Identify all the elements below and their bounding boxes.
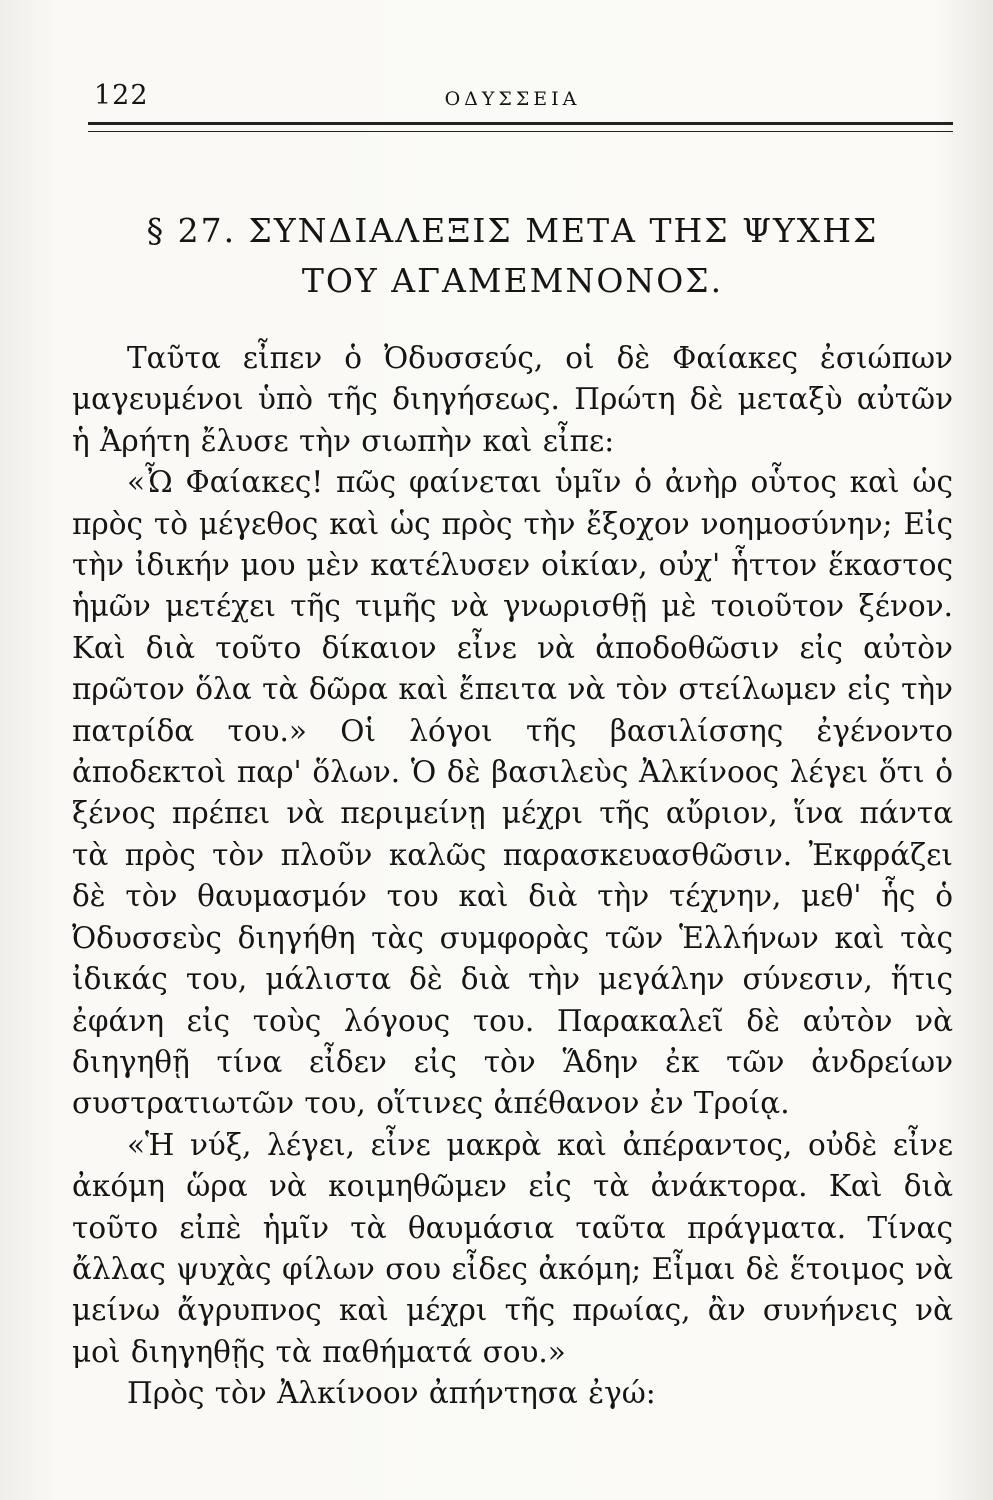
section-heading (72, 206, 953, 306)
section-heading-line2: ΤΟΥ ΑΓΑΜΕΜΝΟΝΟΣ. (301, 261, 724, 300)
paragraph: «Ὦ Φαίακες! πῶς φαίνεται ὑμῖν ὁ ἀνὴρ οὗτος καὶ ὡς πρὸς τὸ μέγεθος καὶ ὡς πρὸς τὴν ἔξοχον νοημοσύνην; Εἰς τὴν ἰδικήν μου μὲν κατέλυσεν οἰκίαν, οὐχ' ἧττον ἕκαστος ἡμῶν μετέχει τῆς τιμῆς νὰ γνωρισθῇ μὲ τοιοῦτον ξένον. Καὶ διὰ τοῦτο δίκαιον εἶνε νὰ ἀποδοθῶσιν εἰς αὐτὸν πρῶτον ὅλα τὰ δῶρα καὶ ἔπειτα νὰ τὸν στείλωμεν εἰς τὴν πατρίδα του.» Οἱ λόγοι τῆς βασιλίσσης ἐγένοντο ἀποδεκτοὶ παρ' ὅλων. Ὁ δὲ βασιλεὺς Ἀλκίνοος λέγει ὅτι ὁ ξένος πρέπει νὰ περιμείνῃ μέχρι τῆς αὔριον, ἵνα πάντα τὰ πρὸς τὸν πλοῦν καλῶς παρασκευασθῶσιν. Ἐκφράζει δὲ τὸν θαυμασμόν του καὶ διὰ τὴν τέχνην, μεθ' ἧς ὁ Ὀδυσσεὺς διηγήθη τὰς συμφορὰς τῶν Ἑλλήνων καὶ τὰς ἰδικάς του, μάλιστα δὲ διὰ τὴν μεγάλην σύνεσιν, ἥτις ἐφάνη εἰς τοὺς λόγους του. Παρακαλεῖ δὲ αὐτὸν νὰ διηγηθῇ τίνα εἶδεν εἰς τὸν Ἅδην ἐκ τῶν ἀνδρείων συστρατιωτῶν του, οἵτινες ἀπέθανον ἐν Τροίᾳ. (72, 465, 953, 1121)
paragraph: Πρὸς τὸν Ἀλκίνοον ἀπήντησα ἐγώ: (127, 1376, 656, 1411)
paragraph: «Ἡ νύξ, λέγει, εἶνε μακρὰ καὶ ἀπέραντος, οὐδὲ εἶνε ἀκόμη ὥρα νὰ κοιμηθῶμεν εἰς τὰ ἀνάκτορα. Καὶ διὰ τοῦτο εἰπὲ ἡμῖν τὰ θαυμάσια ταῦτα πράγματα. Τίνας ἄλλας ψυχὰς φίλων σου εἶδες ἀκόμη; Εἶμαι δὲ ἕτοιμος νὰ μείνω ἄγρυπνος καὶ μέχρι τῆς πρωίας, ἂν συνήνεις νὰ μοὶ διηγηθῇς τὰ παθήματά σου.» (72, 1127, 953, 1369)
paragraph: Ταῦτα εἶπεν ὁ Ὀδυσσεύς, οἱ δὲ Φαίακες ἐσιώπων μαγευμένοι ὑπὸ τῆς διηγήσεως. Πρώτη δὲ μεταξὺ αὐτῶν ἡ Ἀρήτη ἔλυσε τὴν σιωπὴν καὶ εἶπε: (72, 341, 953, 458)
running-title: ΟΔΥΣΣΕΙΑ (444, 88, 581, 110)
page-number: 122 (94, 80, 149, 111)
body-text (72, 338, 953, 1415)
section-heading-line1: § 27. ΣΥΝΔΙΑΛΕΞΙΣ ΜΕΤΑ ΤΗΣ ΨΥΧΗΣ (146, 211, 879, 250)
header-rule (88, 122, 953, 132)
page-header (72, 60, 953, 116)
